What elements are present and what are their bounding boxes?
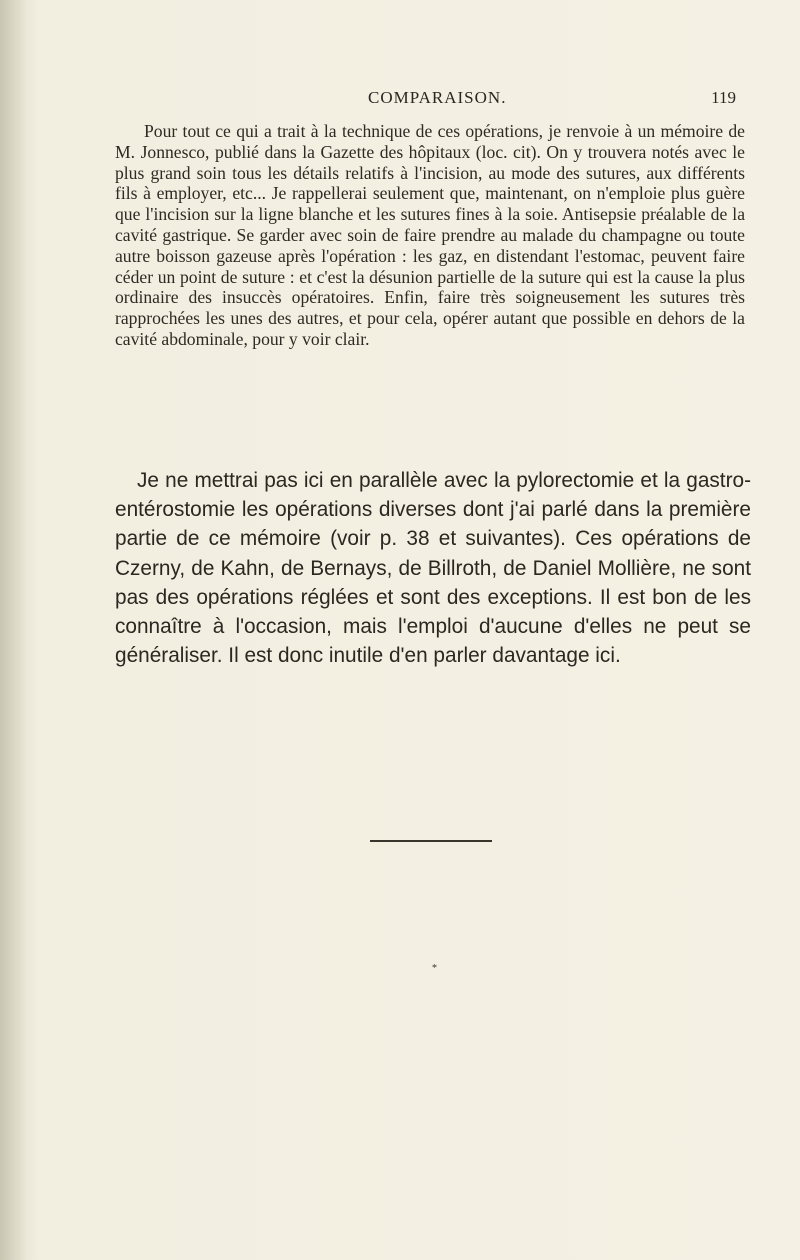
running-head [120, 88, 740, 112]
page-binding-edge [0, 0, 26, 1260]
stray-print-mark: * [432, 963, 437, 974]
paragraph-small-print: Pour tout ce qui a trait à la technique de ces opérations, je renvoie à un mémoire de M. Jonnesco, publié dans la Gazette des hôpitaux (loc. cit). On y trouvera notés avec le plus grand soin tous les détails relatifs à l'incision, au mode des sutures, aux différents fils à employer, etc... Je rappellerai seulement que, maintenant, on n'emploie plus guère que l'incision sur la ligne blanche et les sutures fines à la soie. Antisepsie préalable de la cavité gastrique. Se garder avec soin de faire prendre au malade du champagne ou toute autre boisson gazeuse après l'opération : les gaz, en distendant l'estomac, peuvent faire céder un point de suture : et c'est la désunion partielle de la suture qui est la cause la plus ordinaire des insuccès opératoires. Enfin, faire très soigneusement les sutures très rapprochées les unes des autres, et pour cela, opérer autant que possible en dehors de la cavité abdominale, pour y voir clair. [115, 121, 745, 349]
paragraph-large-print: Je ne mettrai pas ici en parallèle avec la pylorectomie et la gastro-entérostomie les opérations diverses dont j'ai parlé dans la première partie de ce mémoire (voir p. 38 et suivantes). Ces opérations de Czerny, de Kahn, de Bernays, de Billroth, de Daniel Mollière, ne sont pas des opérations réglées et sont des exceptions. Il est bon de les connaître à l'occasion, mais l'emploi d'aucune d'elles ne peut se généraliser. Il est donc inutile d'en parler davantage ici. [115, 469, 751, 668]
section-end-rule [370, 840, 492, 842]
page-number: 119 [711, 88, 736, 107]
running-head-title: COMPARAISON. [368, 88, 507, 107]
